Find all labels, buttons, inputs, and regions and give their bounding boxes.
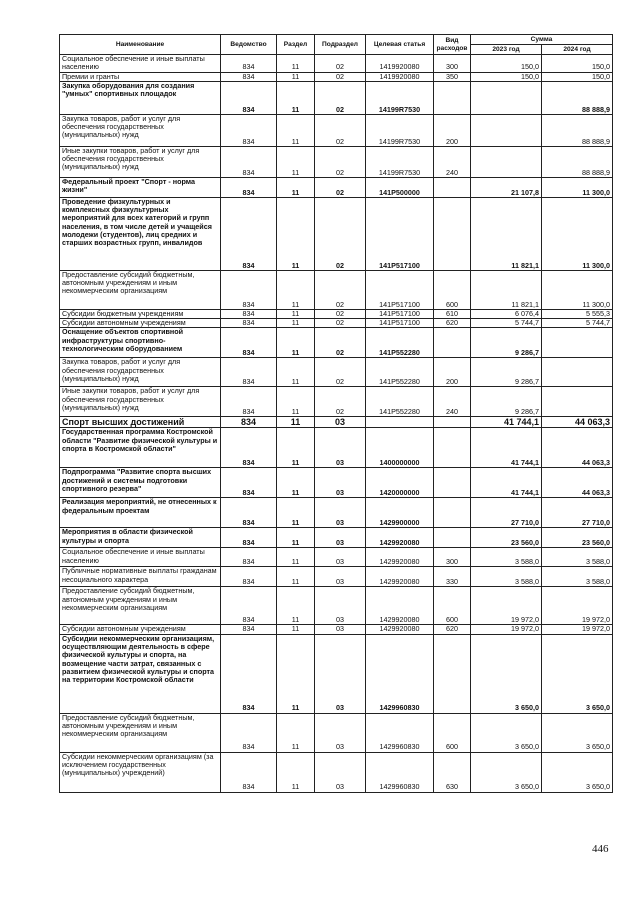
header-podrazdel: Подраздел (315, 35, 366, 55)
row-vid-raskhodov: 630 (434, 752, 471, 792)
row-name: Государственная программа Костромской области "Развитие физической культуры и спорта в Костромской области" (60, 428, 221, 468)
row-sum-2023: 23 560,0 (471, 528, 542, 548)
row-razdel: 11 (277, 468, 315, 498)
row-name: Закупка оборудования для создания "умных" спортивных площадок (60, 81, 221, 114)
row-vid-raskhodov: 600 (434, 587, 471, 625)
row-sum-2024: 88 888,9 (542, 114, 613, 146)
row-podrazdel: 02 (315, 114, 366, 146)
header-summa: Сумма (471, 35, 613, 45)
row-razdel: 11 (277, 528, 315, 548)
row-vedomstvo: 834 (221, 270, 277, 309)
table-row (60, 587, 613, 625)
row-sum-2023: 11 821,1 (471, 270, 542, 309)
row-sum-2023 (471, 81, 542, 114)
row-sum-2023: 41 744,1 (471, 417, 542, 428)
row-sum-2023 (471, 114, 542, 146)
row-sum-2023: 3 650,0 (471, 752, 542, 792)
row-vid-raskhodov (434, 177, 471, 197)
row-sum-2024: 3 588,0 (542, 548, 613, 567)
row-sum-2024: 44 063,3 (542, 468, 613, 498)
row-celevaya-statya (366, 417, 434, 428)
row-vid-raskhodov (434, 81, 471, 114)
row-sum-2024: 3 650,0 (542, 752, 613, 792)
row-podrazdel: 03 (315, 567, 366, 587)
row-name: Подпрограмма "Развитие спорта высших достижений и системы подготовки спортивного резерва" (60, 468, 221, 498)
row-sum-2023: 27 710,0 (471, 498, 542, 528)
row-celevaya-statya: 141P517100 (366, 197, 434, 270)
row-razdel: 11 (277, 309, 315, 318)
row-name: Предоставление субсидий бюджетным, автономным учреждениям и иным некоммерческим организациям (60, 713, 221, 752)
row-sum-2024: 3 650,0 (542, 713, 613, 752)
row-celevaya-statya: 14199R7530 (366, 81, 434, 114)
row-vid-raskhodov: 240 (434, 387, 471, 417)
table-row (60, 528, 613, 548)
row-sum-2024 (542, 328, 613, 358)
row-sum-2024: 3 588,0 (542, 567, 613, 587)
row-celevaya-statya: 141P552280 (366, 387, 434, 417)
row-sum-2023: 5 744,7 (471, 319, 542, 328)
row-podrazdel: 02 (315, 270, 366, 309)
row-vedomstvo: 834 (221, 328, 277, 358)
row-vid-raskhodov (434, 468, 471, 498)
row-razdel: 11 (277, 270, 315, 309)
row-vedomstvo: 834 (221, 309, 277, 318)
row-vedomstvo: 834 (221, 528, 277, 548)
row-vid-raskhodov: 620 (434, 319, 471, 328)
row-podrazdel: 02 (315, 72, 366, 81)
row-vid-raskhodov (434, 498, 471, 528)
row-podrazdel: 03 (315, 468, 366, 498)
row-celevaya-statya: 1429900000 (366, 498, 434, 528)
row-name: Предоставление субсидий бюджетным, автономным учреждениям и иным некоммерческим организациям (60, 270, 221, 309)
row-celevaya-statya: 1419920080 (366, 55, 434, 73)
row-sum-2023: 3 650,0 (471, 634, 542, 713)
row-vid-raskhodov: 240 (434, 146, 471, 177)
table-row (60, 498, 613, 528)
table-row (60, 358, 613, 387)
row-name: Социальное обеспечение и иные выплаты населению (60, 55, 221, 73)
row-name: Иные закупки товаров, работ и услуг для обеспечения государственных (муниципальных) нужд (60, 146, 221, 177)
row-vedomstvo: 834 (221, 417, 277, 428)
row-name: Субсидии бюджетным учреждениям (60, 309, 221, 318)
row-celevaya-statya: 1429920080 (366, 587, 434, 625)
row-sum-2024: 3 650,0 (542, 634, 613, 713)
row-sum-2023: 3 588,0 (471, 567, 542, 587)
row-celevaya-statya: 1400000000 (366, 428, 434, 468)
row-name: Спорт высших достижений (60, 417, 221, 428)
row-name: Федеральный проект "Спорт - норма жизни" (60, 177, 221, 197)
row-podrazdel: 02 (315, 387, 366, 417)
header-razdel: Раздел (277, 35, 315, 55)
row-sum-2024 (542, 387, 613, 417)
row-vedomstvo: 834 (221, 319, 277, 328)
row-podrazdel: 02 (315, 55, 366, 73)
row-sum-2024: 5 555,3 (542, 309, 613, 318)
row-vid-raskhodov: 600 (434, 713, 471, 752)
table-row (60, 752, 613, 792)
table-row (60, 319, 613, 328)
row-vedomstvo: 834 (221, 713, 277, 752)
table-row (60, 55, 613, 73)
row-vid-raskhodov (434, 197, 471, 270)
table-row (60, 114, 613, 146)
header-name: Наименование (60, 35, 221, 55)
row-razdel: 11 (277, 634, 315, 713)
row-razdel: 11 (277, 417, 315, 428)
table-row (60, 625, 613, 634)
row-vedomstvo: 834 (221, 387, 277, 417)
table-header (60, 35, 613, 55)
row-sum-2024: 88 888,9 (542, 146, 613, 177)
row-podrazdel: 02 (315, 146, 366, 177)
table-row (60, 634, 613, 713)
row-sum-2023: 21 107,8 (471, 177, 542, 197)
row-sum-2024: 23 560,0 (542, 528, 613, 548)
row-vedomstvo: 834 (221, 548, 277, 567)
row-podrazdel: 03 (315, 587, 366, 625)
row-sum-2024: 5 744,7 (542, 319, 613, 328)
row-podrazdel: 02 (315, 197, 366, 270)
row-sum-2023: 11 821,1 (471, 197, 542, 270)
row-vedomstvo: 834 (221, 634, 277, 713)
row-name: Социальное обеспечение и иные выплаты населению (60, 548, 221, 567)
row-sum-2024: 44 063,3 (542, 428, 613, 468)
row-name: Иные закупки товаров, работ и услуг для обеспечения государственных (муниципальных) нужд (60, 387, 221, 417)
table-row (60, 72, 613, 81)
row-name: Публичные нормативные выплаты гражданам несоциального характера (60, 567, 221, 587)
row-razdel: 11 (277, 567, 315, 587)
row-razdel: 11 (277, 146, 315, 177)
row-vedomstvo: 834 (221, 146, 277, 177)
row-vedomstvo: 834 (221, 567, 277, 587)
row-podrazdel: 02 (315, 309, 366, 318)
row-vedomstvo: 834 (221, 358, 277, 387)
row-sum-2023: 19 972,0 (471, 625, 542, 634)
row-celevaya-statya: 1419920080 (366, 72, 434, 81)
row-vid-raskhodov (434, 428, 471, 468)
row-vid-raskhodov: 200 (434, 358, 471, 387)
row-sum-2023: 19 972,0 (471, 587, 542, 625)
row-vedomstvo: 834 (221, 197, 277, 270)
row-razdel: 11 (277, 625, 315, 634)
row-podrazdel: 03 (315, 417, 366, 428)
table-body (60, 55, 613, 793)
row-vid-raskhodov: 620 (434, 625, 471, 634)
row-vid-raskhodov (434, 328, 471, 358)
row-vid-raskhodov: 300 (434, 55, 471, 73)
row-podrazdel: 03 (315, 528, 366, 548)
row-podrazdel: 02 (315, 81, 366, 114)
row-vid-raskhodov (434, 634, 471, 713)
row-razdel: 11 (277, 587, 315, 625)
row-razdel: 11 (277, 328, 315, 358)
row-podrazdel: 03 (315, 548, 366, 567)
row-sum-2024: 11 300,0 (542, 270, 613, 309)
row-sum-2023: 9 286,7 (471, 358, 542, 387)
table-row (60, 81, 613, 114)
row-podrazdel: 03 (315, 713, 366, 752)
row-sum-2023: 6 076,4 (471, 309, 542, 318)
header-celevaya-statya: Целевая статья (366, 35, 434, 55)
header-year-2023: 2023 год (471, 45, 542, 55)
row-sum-2024: 11 300,0 (542, 197, 613, 270)
row-vedomstvo: 834 (221, 468, 277, 498)
row-celevaya-statya: 141P552280 (366, 358, 434, 387)
table-row (60, 468, 613, 498)
row-sum-2023: 3 588,0 (471, 548, 542, 567)
row-vedomstvo: 834 (221, 81, 277, 114)
row-sum-2023: 9 286,7 (471, 387, 542, 417)
row-vedomstvo: 834 (221, 428, 277, 468)
row-vedomstvo: 834 (221, 72, 277, 81)
row-vedomstvo: 834 (221, 752, 277, 792)
row-sum-2024: 44 063,3 (542, 417, 613, 428)
row-razdel: 11 (277, 177, 315, 197)
row-name: Субсидии некоммерческим организациям, осуществляющим деятельность в сфере физической культуры и спорта, на возмещение части затрат, связанных с развитием физической культуры и спорта на территории Костромской области (60, 634, 221, 713)
row-sum-2024: 150,0 (542, 72, 613, 81)
row-celevaya-statya: 141P500000 (366, 177, 434, 197)
row-celevaya-statya: 1420000000 (366, 468, 434, 498)
table-row (60, 567, 613, 587)
row-sum-2024: 19 972,0 (542, 587, 613, 625)
row-podrazdel: 03 (315, 752, 366, 792)
row-razdel: 11 (277, 358, 315, 387)
row-name: Субсидии автономным учреждениям (60, 319, 221, 328)
row-razdel: 11 (277, 197, 315, 270)
row-razdel: 11 (277, 387, 315, 417)
row-razdel: 11 (277, 498, 315, 528)
row-celevaya-statya: 141P517100 (366, 319, 434, 328)
row-celevaya-statya: 1429960830 (366, 713, 434, 752)
row-vid-raskhodov: 610 (434, 309, 471, 318)
row-vid-raskhodov: 300 (434, 548, 471, 567)
row-sum-2024: 11 300,0 (542, 177, 613, 197)
row-vid-raskhodov: 200 (434, 114, 471, 146)
row-razdel: 11 (277, 319, 315, 328)
row-celevaya-statya: 1429960830 (366, 634, 434, 713)
row-podrazdel: 02 (315, 319, 366, 328)
row-vid-raskhodov (434, 528, 471, 548)
row-razdel: 11 (277, 72, 315, 81)
table-row (60, 387, 613, 417)
table-row (60, 197, 613, 270)
row-sum-2023 (471, 146, 542, 177)
row-name: Закупка товаров, работ и услуг для обеспечения государственных (муниципальных) нужд (60, 358, 221, 387)
table-row (60, 548, 613, 567)
header-vid-raskhodov: Вид расходов (434, 35, 471, 55)
row-name: Субсидии некоммерческим организациям (за исключением государственных (муниципальных) учреждений) (60, 752, 221, 792)
table-row (60, 417, 613, 428)
row-celevaya-statya: 141P517100 (366, 309, 434, 318)
row-name: Субсидии автономным учреждениям (60, 625, 221, 634)
row-sum-2024: 150,0 (542, 55, 613, 73)
row-sum-2023: 41 744,1 (471, 428, 542, 468)
row-sum-2023: 3 650,0 (471, 713, 542, 752)
row-name: Проведение физкультурных и комплексных физкультурных мероприятий для всех категорий и групп населения, в том числе детей и учащейся молодежи (студентов), лиц средних и старших возрастных групп, инвалидов (60, 197, 221, 270)
budget-table (59, 34, 613, 793)
row-razdel: 11 (277, 428, 315, 468)
row-celevaya-statya: 1429920080 (366, 567, 434, 587)
row-razdel: 11 (277, 548, 315, 567)
row-celevaya-statya: 1429920080 (366, 548, 434, 567)
table-row (60, 428, 613, 468)
row-sum-2023: 150,0 (471, 72, 542, 81)
row-sum-2024: 19 972,0 (542, 625, 613, 634)
row-name: Оснащение объектов спортивной инфраструктуры спортивно-технологическим оборудованием (60, 328, 221, 358)
header-vedomstvo: Ведомство (221, 35, 277, 55)
table-row (60, 146, 613, 177)
row-name: Предоставление субсидий бюджетным, автономным учреждениям и иным некоммерческим организациям (60, 587, 221, 625)
row-sum-2024: 88 888,9 (542, 81, 613, 114)
row-celevaya-statya: 1429920080 (366, 528, 434, 548)
row-celevaya-statya: 141P517100 (366, 270, 434, 309)
table-row (60, 309, 613, 318)
row-razdel: 11 (277, 713, 315, 752)
row-vedomstvo: 834 (221, 114, 277, 146)
row-sum-2024: 27 710,0 (542, 498, 613, 528)
row-razdel: 11 (277, 81, 315, 114)
row-vid-raskhodov (434, 417, 471, 428)
row-vedomstvo: 834 (221, 498, 277, 528)
row-celevaya-statya: 14199R7530 (366, 146, 434, 177)
row-vid-raskhodov: 600 (434, 270, 471, 309)
row-vedomstvo: 834 (221, 177, 277, 197)
row-razdel: 11 (277, 114, 315, 146)
row-sum-2024 (542, 358, 613, 387)
row-podrazdel: 03 (315, 625, 366, 634)
row-podrazdel: 03 (315, 428, 366, 468)
row-podrazdel: 03 (315, 498, 366, 528)
table-row (60, 270, 613, 309)
row-name: Реализация мероприятий, не отнесенных к федеральным проектам (60, 498, 221, 528)
row-podrazdel: 02 (315, 177, 366, 197)
row-celevaya-statya: 14199R7530 (366, 114, 434, 146)
row-vedomstvo: 834 (221, 55, 277, 73)
row-celevaya-statya: 1429920080 (366, 625, 434, 634)
row-sum-2023: 150,0 (471, 55, 542, 73)
table-row (60, 328, 613, 358)
header-year-2024: 2024 год (542, 45, 613, 55)
table-row (60, 713, 613, 752)
row-name: Закупка товаров, работ и услуг для обеспечения государственных (муниципальных) нужд (60, 114, 221, 146)
row-razdel: 11 (277, 55, 315, 73)
row-sum-2023: 41 744,1 (471, 468, 542, 498)
row-celevaya-statya: 1429960830 (366, 752, 434, 792)
row-sum-2023: 9 286,7 (471, 328, 542, 358)
row-vedomstvo: 834 (221, 587, 277, 625)
row-vid-raskhodov: 330 (434, 567, 471, 587)
row-name: Премии и гранты (60, 72, 221, 81)
table-row (60, 177, 613, 197)
row-vid-raskhodov: 350 (434, 72, 471, 81)
row-podrazdel: 02 (315, 328, 366, 358)
row-name: Мероприятия в области физической культуры и спорта (60, 528, 221, 548)
row-razdel: 11 (277, 752, 315, 792)
budget-table-container (59, 34, 612, 793)
row-podrazdel: 02 (315, 358, 366, 387)
row-vedomstvo: 834 (221, 625, 277, 634)
row-podrazdel: 03 (315, 634, 366, 713)
page-number: 446 (592, 843, 609, 855)
row-celevaya-statya: 141P552280 (366, 328, 434, 358)
